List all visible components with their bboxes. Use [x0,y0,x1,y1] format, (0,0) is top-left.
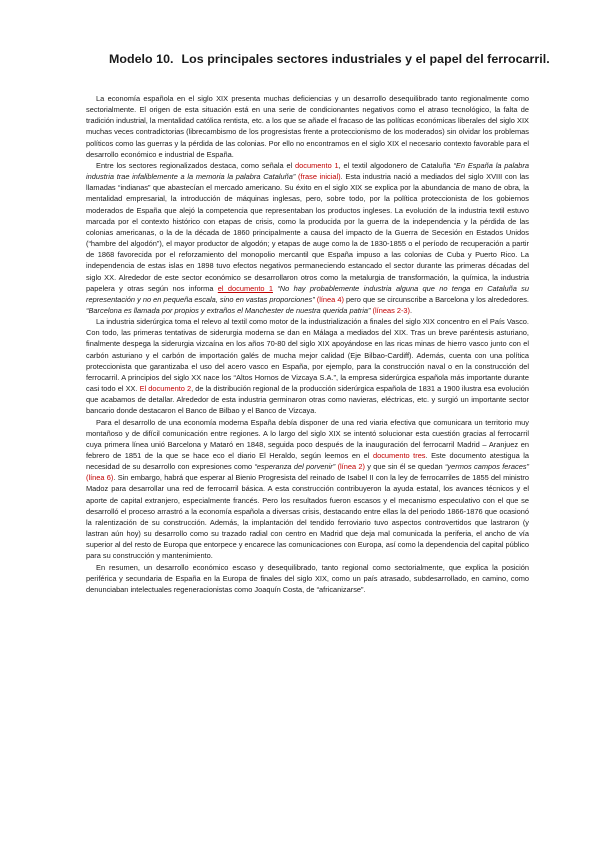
page-title [109,52,550,66]
text-run: Para el desarrollo de una economía moderna España debía disponer de una red viaria efectiva que comunicara un territorio muy montañoso y de difícil comunicación entre regiones. A lo largo del siglo XIX se intentó solucionar esta cuestión gracias al ferrocarril cuya primera línea unió Barcelona y Mataró en 1848, seguida poco después de la inauguración del ferrocarril Madrid – Aranjuez en febrero de 1851 de la que se hace eco el diario El Heraldo, según leemos en el [86,417,529,460]
reference-highlight: El documento 2 [139,384,192,394]
reference-highlight: (línea 2) [337,462,365,472]
title-text: Los principales sectores industriales y el papel del ferrocarril. [181,52,550,66]
text-run: , el textil algodonero de Cataluña [338,160,454,170]
quote-text: “Barcelona es llamada por propios y extraños el Manchester de nuestra querida patria” [86,305,371,315]
text-run: . [410,305,413,315]
text-run: , de la distribución regional de la producción siderúrgica española de 1831 a 1900 ilustra esa evolución que acabamos de detallar. Alrededor de esta industria germinaron otras como navieras, eléctricas, etc. y surgió un importante sector bancario donde destacaron el Banco de Bilbao y el Banco de Vizcaya. [86,384,529,416]
reference-highlight: el documento 1 [217,283,273,293]
document-body [86,93,529,595]
paragraph-5 [86,562,529,595]
paragraph-2 [86,160,529,316]
reference-highlight: (línea 6) [86,473,114,483]
quote-text: “yermos campos feraces” [444,462,529,472]
text-run: En resumen, un desarrollo económico escaso y desequilibrado, tanto regional como sectorialmente, que explica la posición periférica y secundaria de España en la Europa de finales del siglo XIX, como un país atrasado, subdesarrollado, en camino, como denunciaban intelectuales regeneracionistas como Joaquín Costa, de “africanizarse”. [86,562,529,594]
text-run: pero que se circunscribe a Barcelona y los alrededores. [343,294,529,304]
paragraph-3 [86,316,529,416]
title-number: Modelo 10. [109,52,174,66]
reference-highlight: (frase inicial) [298,172,341,182]
reference-highlight: documento 1 [295,160,339,170]
quote-text: “esperanza del porvenir” [254,462,336,472]
text-run: . Sin embargo, habrá que esperar al Bienio Progresista del reinado de Isabel II con la ley de ferrocarriles de 1855 del ministro Madoz para desarrollar una red de ferrocarril básica. A esta construcción contribuyeron la ayuda estatal, los avances técnicos y el aporte de capital extranjero, especialmente francés. Pero los resultados fueron escasos y el mecanismo especulativo con el que se desarrolló el proceso arrastró a la economía española a diversas crisis, destacando entre ellas la del periodo 1866-1876 que ocasionó la ralentización de su construcción. Además, la implantación del tendido ferroviario tuvo aspectos controvertidos que lastraron (y lastran aún hoy) su desarrollo como su trazado radial con centro en Madrid que deja mal comunicada la periferia, el ancho de vía superior al del resto de Europa que entorpece y encarece las comunicaciones con Europa, así como la dependencia del capital público para su construcción y mantenimiento. [86,473,530,561]
text-run: La industria siderúrgica toma el relevo al textil como motor de la industrialización a finales del siglo XIX concentro en el País Vasco. Con todo, las primeras tentativas de siderurgia moderna se dan en Málaga a mediados del XIX. Tras un breve paréntesis asturiano, finalmente despega la siderurgia vizcaína en los años 70-80 del siglo XIX apoyándose en las ricas minas de hierro vasco junto con el carbón asturiano y el carbón de importación galés de mucha mejor calidad (Eje Bilbao-Cardiff). Además, cuenta con una política proteccionista que garantizaba el uso del acero vasco en España, por ejemplo, para la construcción naval o en la construcción del ferrocarril. A principios del siglo XX nace los “Altos Hornos de Vizcaya S.A.”, la empresa siderúrgica española más importante durante casi todo el XX. [86,317,529,394]
text-run: . Este documento atestigua la necesidad de su desarrollo con expresiones como [86,451,530,472]
reference-highlight: (líneas 2-3) [372,305,411,315]
paragraph-4 [86,417,529,562]
text-run: Entre los sectores regionalizados destaca, como señala el [96,160,296,170]
text-run: . Esta industria nació a mediados del siglo XVIII con las llamadas “indianas” que abastecían el mercado americano. Su éxito en el siglo XIX se explica por la abundancia de mano de obra, la mentalidad empresarial, la introducción de máquinas inglesas, pero, sobre todo, por la política proteccionista de los gobiernos moderados de España que alejó la competencia que representaban los productos ingleses. La evolución de la industria textil estuvo marcada por el contexto histórico con etapas de crisis, como la producida por la guerra de la independencia y la pérdida de las colonias americanas, o la de la década de 1860 principalmente a causa del impacto de la Guerra de Secesión en Estados Unidos (“hambre del algodón”), el mayor productor de algodón; y etapas de auge como la de 1830-1855 o el período de recuperación a partir de 1868 favorecida por el reforzamiento del monopolio mercantil que España impuso a las colonias de Cuba y Puerto Rico. La independencia de estas islas en 1898 tuvo efectos negativos permaneciendo estancado el sector durante las primeras décadas del siglo XX. Alrededor de este sector económico se desarrollaron otros como la metalurgia de transformación, la química, la industria papelera y otras según nos informa [86,172,529,293]
text-run: y que sin él se quedan [364,462,445,472]
paragraph-1 [86,93,529,160]
text-run: La economía española en el siglo XIX presenta muchas deficiencias y un desarrollo desequilibrado tanto regionalmente como sectorialmente. El origen de esta situación está en una serie de condicionantes negativos como el atraso tecnológico, la falta de tradición industrial, la mentalidad católica rentista, etc. a los que se añade el fracaso de las políticas económicas liberales del siglo XIX muchas veces contradictorias (librecambismo de los progresistas frente a proteccionismo de los moderados) sin olvidar los problemas políticos como las guerras y la pérdida de las colonias. Por ello no encontramos en el siglo XIX el necesario contexto favorable para el desarrollo económico e industrial de España. [86,94,529,159]
quote-text: “En España la palabra industria trae infaliblemente a la memoria la palabra Cataluña” [86,160,529,182]
reference-highlight: documento tres [372,451,426,460]
reference-highlight: (línea 4) [316,294,344,304]
quote-text: “No hay probablemente industria alguna que no tenga en Cataluña su representación y no en pequeña escala, sino en vastas proporciones” [86,283,529,304]
